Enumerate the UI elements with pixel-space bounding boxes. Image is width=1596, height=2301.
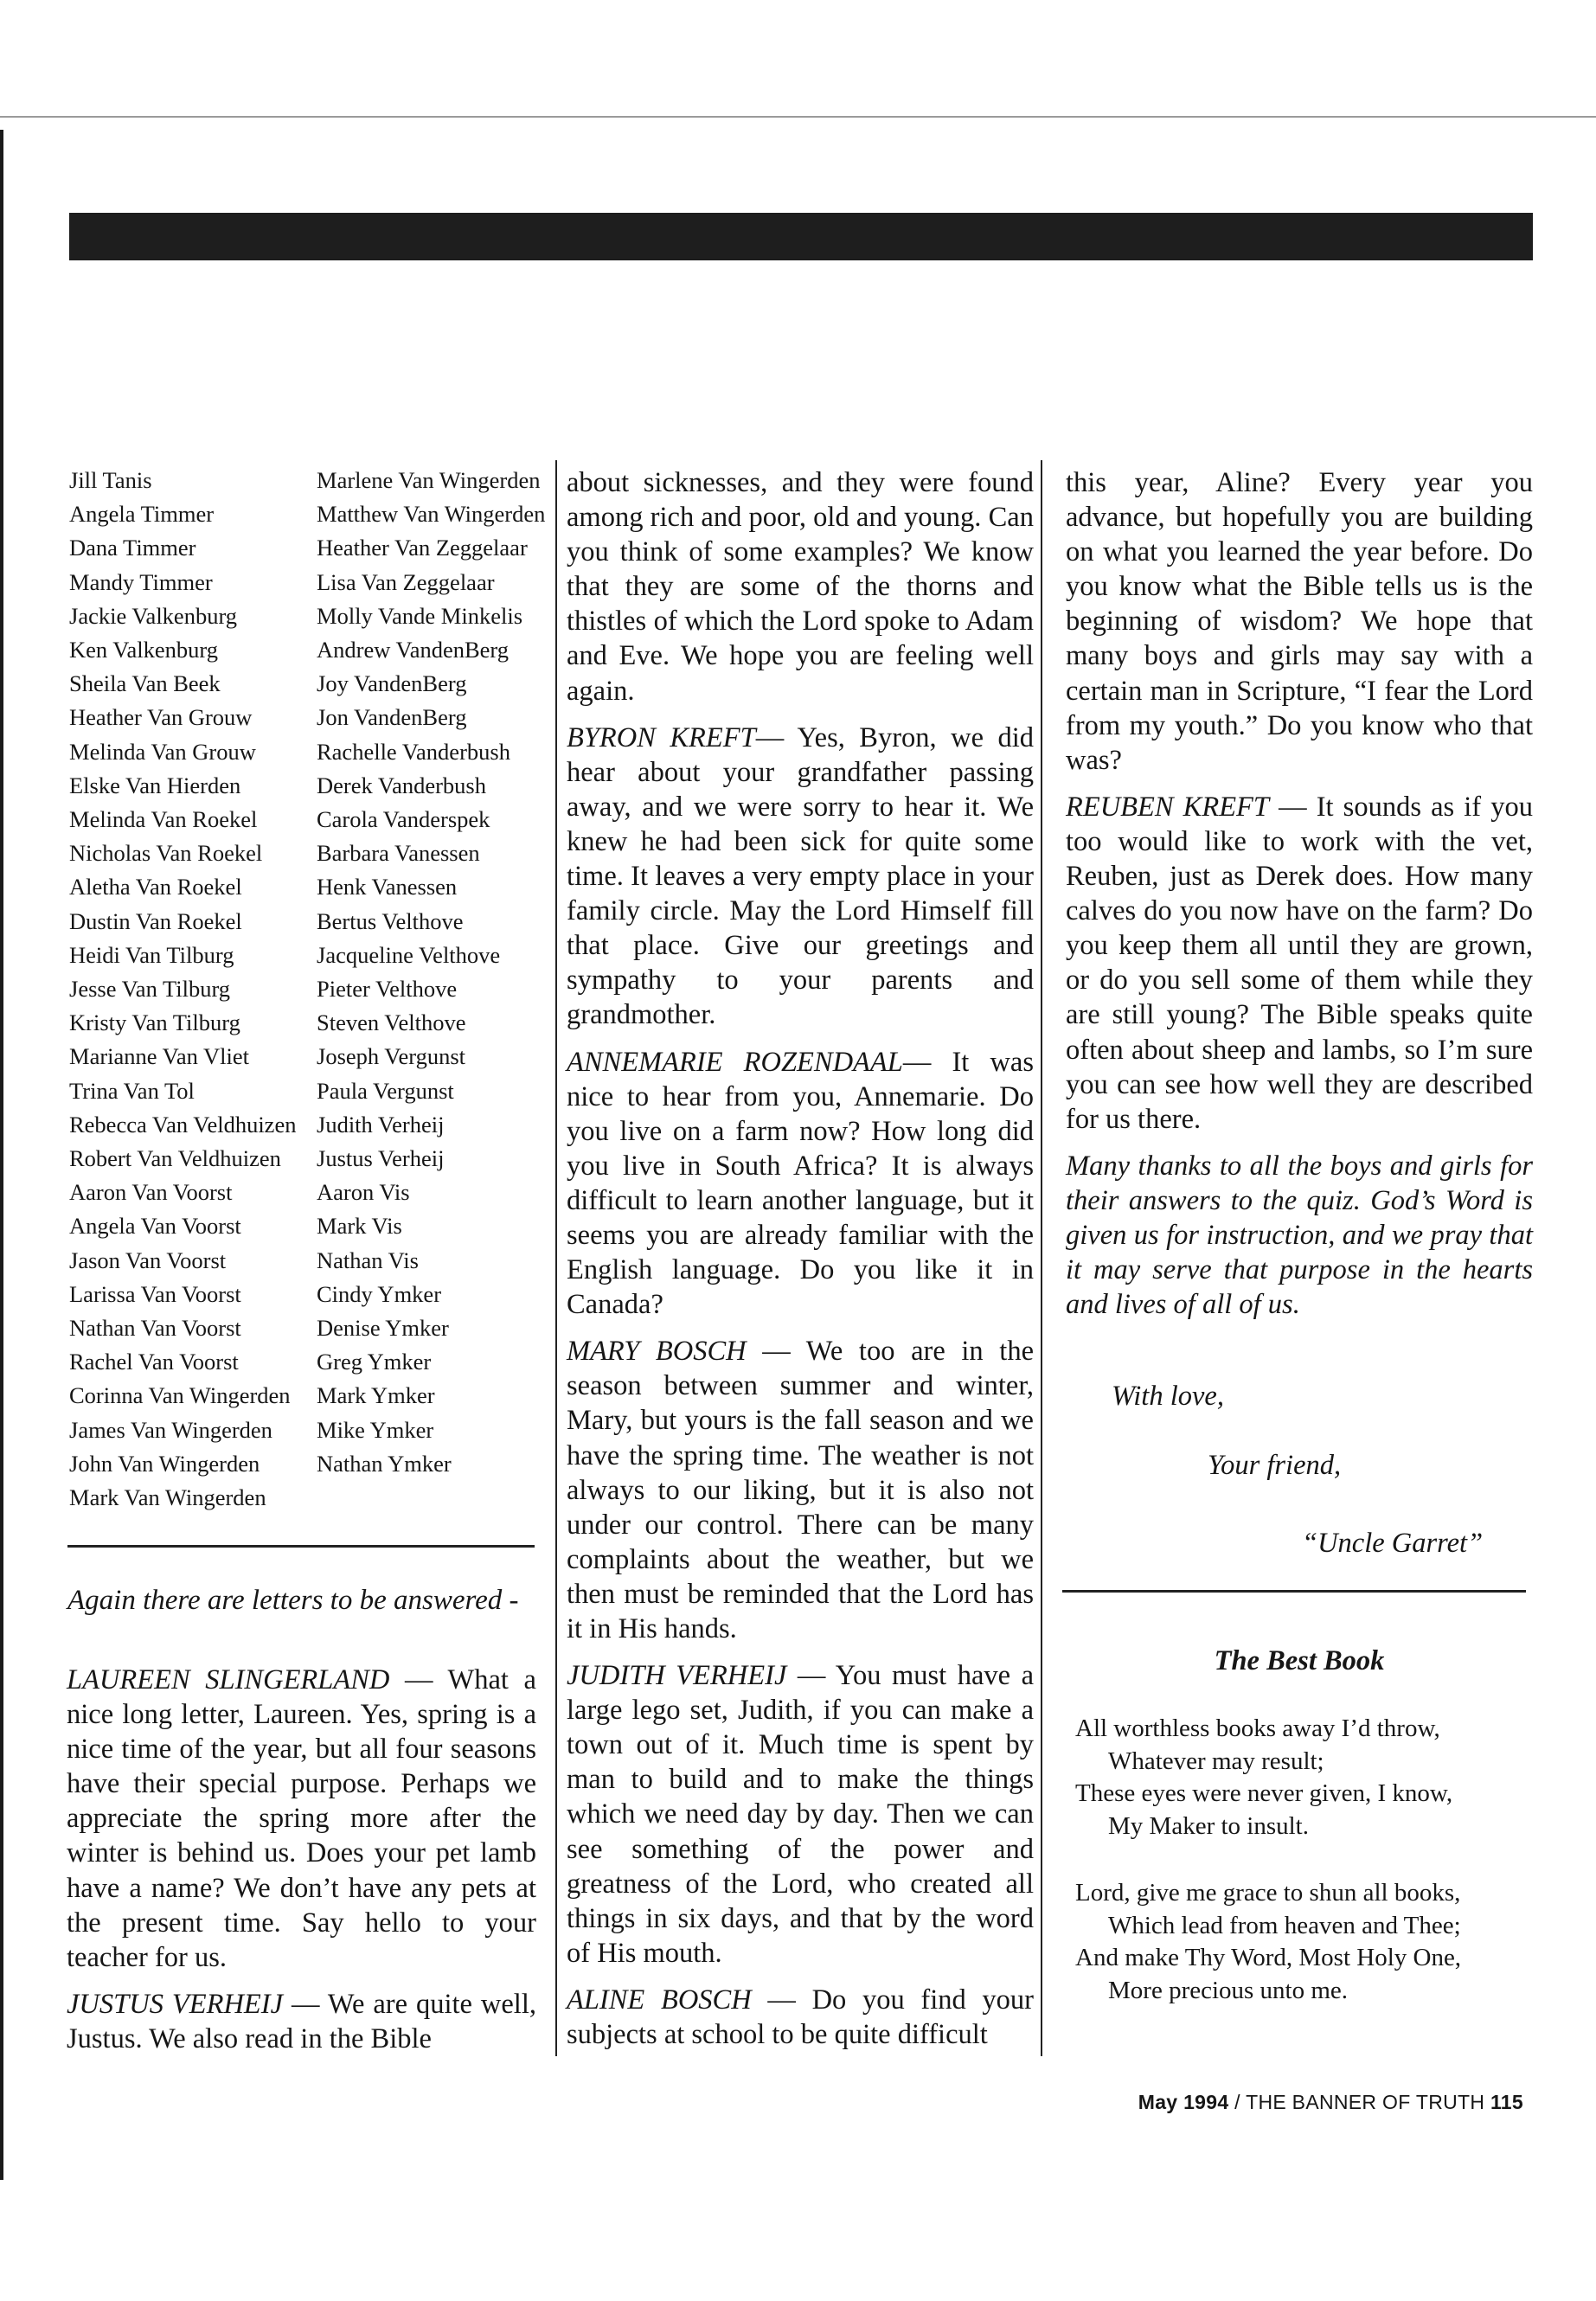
list-item: Melinda Van Roekel	[69, 806, 258, 833]
signoff-love: With love,	[1112, 1381, 1224, 1412]
letter-name: JUDITH VERHEIJ	[567, 1660, 787, 1692]
closing-note: Many thanks to all the boys and girls for their answers to the quiz. God’s Word is given us for instruction, and we pray that it may serve that purpose in the hearts and lives of all of us.	[1066, 1150, 1533, 1321]
letter-body: What a nice long letter, Laureen. Yes, spring is a nice time of the year, but all four seasons have their special purpose. Perhaps we appreciate the spring more after the winter is behind us. Does your pet lamb have a name? We don’t have any pets at the present time. Say hello to your teacher for us.	[67, 1664, 536, 1973]
list-item: Nicholas Van Roekel	[69, 840, 263, 867]
letter-body: We too are in the season between summer and winter, Mary, but yours is the fall season and we have the spring time. The weather is not always to our liking, but it is also not under our control. There can be many complaints about the weather, but we then must be reminded that the Lord has it in His hands.	[567, 1336, 1034, 1644]
column-divider	[1041, 460, 1042, 2056]
list-item: Greg Ymker	[317, 1349, 432, 1375]
list-item: Matthew Van Wingerden	[317, 501, 546, 528]
list-item: Jason Van Voorst	[69, 1247, 227, 1273]
list-item: Paula Vergunst	[317, 1077, 454, 1104]
list-item: Nathan Ymker	[317, 1450, 452, 1477]
list-item: Corinna Van Wingerden	[69, 1382, 291, 1409]
names-list-a	[69, 464, 296, 1515]
list-item: Rachelle Vanderbush	[317, 738, 510, 765]
list-item: Judith Verheij	[317, 1111, 445, 1138]
signoff-name: “Uncle Garret”	[1302, 1528, 1484, 1559]
top-rule	[0, 116, 1596, 118]
list-item: Barbara Vanessen	[317, 840, 480, 867]
poem-line: All worthless books away I’d throw,	[1075, 1715, 1440, 1742]
poem-stanza	[1075, 1713, 1452, 1843]
list-item: Denise Ymker	[317, 1315, 449, 1342]
list-item: Henk Vanessen	[317, 874, 458, 901]
list-item: Mark Van Wingerden	[69, 1484, 266, 1511]
list-item: Andrew VandenBerg	[317, 637, 510, 663]
list-item: John Van Wingerden	[69, 1450, 260, 1477]
list-item: Lisa Van Zeggelaar	[317, 568, 495, 595]
list-item: Justus Verheij	[317, 1145, 445, 1172]
list-item: Angela Van Voorst	[69, 1213, 241, 1240]
list-item: Sheila Van Beek	[69, 670, 221, 697]
letter-reply: ALINE BOSCH — Do you find your subjects at school to be quite difficult	[567, 1984, 1035, 2051]
list-item: Steven Velthove	[317, 1009, 466, 1036]
list-item: Dana Timmer	[69, 535, 196, 561]
list-item: Nathan Vis	[317, 1247, 419, 1273]
list-item: Aaron Van Voorst	[69, 1179, 233, 1206]
letter-body: It sounds as if you too would like to work with the vet, Reuben, just as Derek does. How many calves do you now have on the farm? Do you keep them all until they are grown, or do you sell some of them while they are still young? The Bible speaks quite often about sheep and lambs, so I’m sure you can see how well they are described for us there.	[1066, 791, 1533, 1135]
list-item: Carola Vanderspek	[317, 806, 490, 833]
letter-reply: BYRON KREFT— Yes, Byron, we did hear about your grandfather passing away, and we were sorry to hear it. We knew he had been sick for quite some time. It leaves a very empty place in your family circle. May the Lord Himself fill that place. Give our greetings and sympathy to your parents and grandmother.	[567, 721, 1034, 1031]
list-item: Joy VandenBerg	[317, 670, 467, 697]
list-item: Jon VandenBerg	[317, 704, 467, 731]
list-item: Nathan Van Voorst	[69, 1315, 241, 1342]
poem-title: The Best Book	[1214, 1645, 1385, 1676]
letter-body: It was nice to hear from you, Annemarie. Do you live on a farm now? How long did you live in South Africa? It is always difficult to learn another language, but it seems you are already familiar with the English language. Do you like it in Canada?	[567, 1046, 1034, 1321]
list-item: Derek Vanderbush	[317, 772, 486, 798]
letter-name: MARY BOSCH	[567, 1336, 747, 1368]
list-item: Molly Vande Minkelis	[317, 602, 523, 629]
list-item: Marlene Van Wingerden	[317, 467, 541, 493]
list-item: Heather Van Grouw	[69, 704, 253, 731]
list-item: Elske Van Hierden	[69, 772, 241, 798]
list-item: Trina Van Tol	[69, 1077, 195, 1104]
list-item: Heather Van Zeggelaar	[317, 535, 528, 561]
letters-column-right	[1066, 465, 1533, 1334]
names-list-b	[317, 464, 545, 1481]
letter-reply: JUSTUS VERHEIJ — We are quite well, Justus. We also read in the Bible	[67, 1988, 536, 2054]
list-item: Jill Tanis	[69, 467, 152, 493]
list-item: Aaron Vis	[317, 1179, 410, 1206]
letter-name: JUSTUS VERHEIJ	[67, 1988, 284, 2020]
letter-name: REUBEN KREFT	[1066, 791, 1269, 823]
list-item: Rebecca Van Veldhuizen	[69, 1111, 297, 1138]
list-item: Mark Vis	[317, 1213, 402, 1240]
poem-stanza	[1075, 1877, 1461, 2008]
letter-reply: REUBEN KREFT — It sounds as if you too would like to work with the vet, Reuben, just as Derek does. How many calves do you now have on the farm? Do you keep them all until they are grown, or do you sell some of them while they are still young? The Bible speaks quite often about sheep and lambs, so I’m sure you can see how well they are described for us there.	[1066, 791, 1533, 1135]
list-item: Aletha Van Roekel	[69, 874, 242, 901]
letter-reply: MARY BOSCH — We too are in the season between summer and winter, Mary, but yours is the fall season and we have the spring time. The weather is not always to our liking, but it is also not under our control. There can be many complaints about the weather, but we then must be reminded that the Lord has it in His hands.	[567, 1336, 1034, 1644]
poem-line: Lord, give me grace to shun all books,	[1075, 1879, 1461, 1907]
list-item: Joseph Vergunst	[317, 1043, 466, 1070]
list-item: Larissa Van Voorst	[69, 1280, 241, 1307]
letter-name: LAUREEN SLINGERLAND	[67, 1664, 390, 1695]
letter-body: Do you find your subjects at school to be quite difficult	[567, 1984, 1035, 2051]
letter-name: ALINE BOSCH	[567, 1984, 752, 2016]
list-item: Mike Ymker	[317, 1416, 434, 1443]
list-item: Dustin Van Roekel	[69, 907, 242, 934]
footer-date: May 1994	[1138, 2091, 1229, 2113]
list-item: Mark Ymker	[317, 1382, 435, 1409]
list-item: Cindy Ymker	[317, 1280, 442, 1307]
letter-name: BYRON KREFT	[567, 721, 756, 753]
signoff-friend: Your friend,	[1208, 1450, 1342, 1481]
intro-line: Again there are letters to be answered -	[67, 1585, 519, 1616]
divider	[1062, 1590, 1526, 1593]
letters-column-left	[67, 1663, 536, 2068]
list-item: Pieter Velthove	[317, 976, 458, 1003]
letter-reply: ANNEMARIE ROZENDAAL— It was nice to hear from you, Annemarie. Do you live on a farm now? How long did you live in South Africa? It is always difficult to learn another language, but it seems you are already familiar with the English language. Do you like it in Canada?	[567, 1046, 1034, 1321]
poem-line: And make Thy Word, Most Holy One,	[1075, 1944, 1462, 1972]
list-item: Bertus Velthove	[317, 907, 464, 934]
page-number: 115	[1490, 2091, 1523, 2113]
letter-body: Yes, Byron, we did hear about your grandfather passing away, and we were sorry to hear it. We knew he had been sick for quite some time. It leaves a very empty place in your family circle. May the Lord Himself fill that place. Give our greetings and sympathy to your parents and grandmother.	[567, 721, 1034, 1031]
header-bar	[69, 213, 1533, 260]
list-item: Jackie Valkenburg	[69, 602, 238, 629]
list-item: Angela Timmer	[69, 501, 215, 528]
letter-body: You must have a large lego set, Judith, if you can make a town out of it. Much time is spent by man to build and to make the things which we need day by day. Then we can see something of the power and greatness of the Lord, who created all things in six days, and that by the word of His mouth.	[567, 1660, 1034, 1969]
divider	[67, 1545, 535, 1548]
letter-body: this year, Aline? Every year you advance, but hopefully you are building on what you learned the year before. Do you know what the Bible tells us is the beginning of wisdom? We hope that many boys and girls may say with a certain man in Scripture, “I fear the Lord from my youth.” Do you know who that was?	[1066, 467, 1533, 776]
page-footer: May 1994 / THE BANNER OF TRUTH 115	[1138, 2091, 1523, 2113]
poem-line: These eyes were never given, I know,	[1075, 1779, 1453, 1808]
poem-line: Whatever may result;	[1108, 1747, 1324, 1775]
list-item: Melinda Van Grouw	[69, 738, 256, 765]
letter-body: We are quite well, Justus. We also read in the Bible	[67, 1988, 536, 2054]
list-item: Kristy Van Tilburg	[69, 1009, 240, 1036]
column-divider	[555, 460, 557, 2056]
page-edge-shadow	[0, 130, 3, 2180]
list-item: Jesse Van Tilburg	[69, 976, 231, 1003]
letter-body: about sicknesses, and they were found among rich and poor, old and young. Can you think of some examples? We know that they are some of the thorns and thistles of which the Lord spoke to Adam and Eve. We hope you are feeling well again.	[567, 467, 1034, 707]
list-item: Marianne Van Vliet	[69, 1043, 250, 1070]
list-item: Mandy Timmer	[69, 568, 213, 595]
poem-line: Which lead from heaven and Thee;	[1108, 1911, 1461, 1939]
poem-line: More precious unto me.	[1108, 1977, 1349, 2005]
list-item: James Van Wingerden	[69, 1416, 272, 1443]
letters-column-middle	[567, 465, 1034, 2064]
letter-reply: JUDITH VERHEIJ — You must have a large lego set, Judith, if you can make a town out of it. Much time is spent by man to build and to make the things which we need day by day. Then we can see something of the power and greatness of the Lord, who created all things in six days, and that by the word of His mouth.	[567, 1660, 1034, 1969]
letter-name: ANNEMARIE ROZENDAAL	[567, 1046, 903, 1078]
poem-line: My Maker to insult.	[1108, 1812, 1309, 1841]
letter-reply: LAUREEN SLINGERLAND — What a nice long letter, Laureen. Yes, spring is a nice time of the year, but all four seasons have their special purpose. Perhaps we appreciate the spring more after the winter is behind us. Does your pet lamb have a name? We don’t have any pets at the present time. Say hello to your teacher for us.	[67, 1664, 536, 1973]
list-item: Robert Van Veldhuizen	[69, 1145, 281, 1172]
list-item: Rachel Van Voorst	[69, 1349, 239, 1375]
footer-magazine: THE BANNER OF TRUTH	[1246, 2091, 1485, 2113]
list-item: Ken Valkenburg	[69, 637, 218, 663]
list-item: Jacqueline Velthove	[317, 941, 501, 968]
list-item: Heidi Van Tilburg	[69, 941, 234, 968]
